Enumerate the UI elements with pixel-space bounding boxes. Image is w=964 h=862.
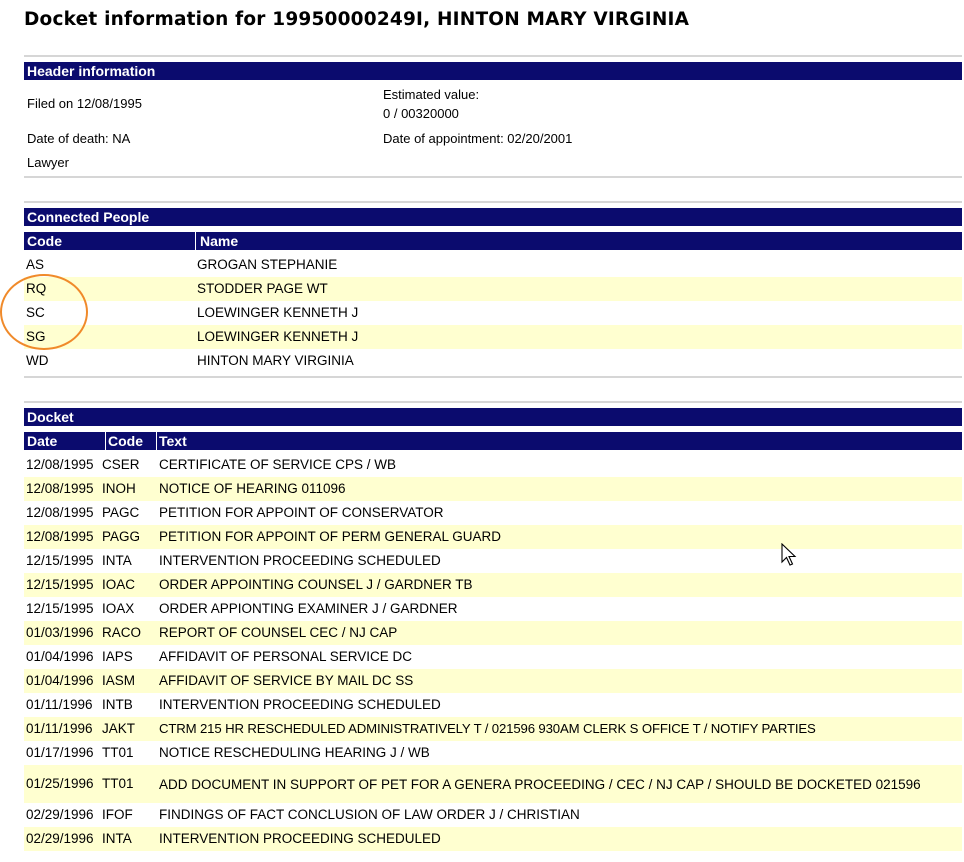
docket-date: 02/29/1996	[26, 807, 94, 822]
connected-people-column-header	[24, 232, 962, 250]
person-code: SC	[26, 305, 45, 320]
docket-text: INTERVENTION PROCEEDING SCHEDULED	[159, 697, 441, 712]
connected-people-heading: Connected People	[27, 209, 150, 225]
docket-date: 01/17/1996	[26, 745, 94, 760]
docket-text: NOTICE OF HEARING 011096	[159, 477, 962, 501]
docket-text: FINDINGS OF FACT CONCLUSION OF LAW ORDER J / CHRISTIAN	[159, 807, 580, 822]
column-separator	[156, 432, 157, 450]
table-row	[24, 477, 962, 501]
docket-code: INTB	[102, 697, 133, 712]
docket-code: IASM	[102, 669, 159, 693]
docket-code: JAKT	[102, 717, 159, 741]
docket-date: 01/11/1996	[26, 697, 93, 712]
table-row	[24, 549, 962, 573]
column-header-code: Code	[27, 233, 62, 249]
person-name: GROGAN STEPHANIE	[197, 257, 338, 272]
connected-people-bar	[24, 208, 962, 226]
date-of-death: Date of death: NA	[27, 131, 131, 146]
docket-text: PETITION FOR APPOINT OF PERM GENERAL GUARD	[159, 525, 962, 549]
header-info-heading: Header information	[27, 63, 156, 79]
table-row	[24, 253, 962, 277]
docket-bar	[24, 408, 962, 426]
docket-code: IOAX	[102, 601, 135, 616]
docket-column-header	[24, 432, 962, 450]
docket-date: 12/08/1995	[24, 525, 102, 549]
docket-text: ORDER APPOINTING COUNSEL J / GARDNER TB	[159, 573, 962, 597]
docket-text: PETITION FOR APPOINT OF CONSERVATOR	[159, 505, 444, 520]
section-divider	[24, 176, 962, 178]
docket-date: 02/29/1996	[24, 827, 102, 851]
table-row	[24, 501, 962, 525]
docket-text: REPORT OF COUNSEL CEC / NJ CAP	[159, 621, 962, 645]
docket-table	[24, 453, 962, 851]
person-name: LOEWINGER KENNETH J	[197, 325, 962, 349]
docket-date: 01/04/1996	[24, 669, 102, 693]
docket-code: IFOF	[102, 807, 133, 822]
table-row	[24, 325, 962, 349]
table-row	[24, 827, 962, 851]
docket-code: INTA	[102, 553, 132, 568]
connected-people-table	[24, 253, 962, 373]
person-code: RQ	[24, 277, 197, 301]
table-row	[24, 621, 962, 645]
docket-code: TT01	[102, 745, 134, 760]
table-row	[24, 645, 962, 669]
docket-code: PAGC	[102, 505, 140, 520]
section-divider	[24, 376, 962, 378]
estimated-value: 0 / 00320000	[383, 106, 459, 121]
section-divider	[24, 401, 962, 403]
person-name: LOEWINGER KENNETH J	[197, 305, 359, 320]
docket-text: AFFIDAVIT OF PERSONAL SERVICE DC	[159, 649, 413, 664]
date-of-appointment: Date of appointment: 02/20/2001	[383, 131, 573, 146]
docket-code: CSER	[102, 457, 140, 472]
docket-date: 01/04/1996	[26, 649, 94, 664]
docket-text: CERTIFICATE OF SERVICE CPS / WB	[159, 457, 397, 472]
table-row	[24, 277, 962, 301]
docket-text: INTERVENTION PROCEEDING SCHEDULED	[159, 827, 962, 851]
column-header-text: Text	[159, 433, 187, 449]
column-header-code: Code	[108, 433, 143, 449]
column-separator	[105, 432, 106, 450]
docket-date: 12/08/1995	[24, 477, 102, 501]
table-row	[24, 453, 962, 477]
page-title: Docket information for 19950000249I, HINTON MARY VIRGINIA	[24, 9, 690, 30]
column-separator	[195, 232, 196, 250]
docket-date: 01/03/1996	[24, 621, 102, 645]
table-row	[24, 573, 962, 597]
docket-date: 12/15/1995	[26, 601, 94, 616]
docket-text: ORDER APPIONTING EXAMINER J / GARDNER	[159, 601, 458, 616]
mouse-pointer-icon	[781, 543, 797, 569]
table-row	[24, 525, 962, 549]
header-info-bar	[24, 62, 962, 80]
docket-code: PAGG	[102, 525, 159, 549]
person-code: AS	[26, 257, 45, 272]
docket-text: AFFIDAVIT OF SERVICE BY MAIL DC SS	[159, 669, 962, 693]
table-row	[24, 765, 962, 803]
docket-code: IOAC	[102, 573, 159, 597]
lawyer-label: Lawyer	[27, 155, 69, 170]
docket-code: INOH	[102, 477, 159, 501]
docket-date: 01/25/1996	[24, 765, 102, 803]
docket-text: INTERVENTION PROCEEDING SCHEDULED	[159, 553, 441, 568]
docket-date: 12/15/1995	[24, 573, 102, 597]
estimated-value-label: Estimated value:	[383, 87, 480, 102]
table-row	[24, 803, 962, 827]
docket-date: 12/08/1995	[26, 457, 94, 472]
table-row	[24, 741, 962, 765]
docket-code: TT01	[102, 765, 159, 803]
docket-code: RACO	[102, 621, 159, 645]
docket-text: CTRM 215 HR RESCHEDULED ADMINISTRATIVELY T / 021596 930AM CLERK S OFFICE T / NOTIFY PARTIES	[159, 717, 962, 741]
highlight-circle-annotation	[0, 274, 88, 350]
section-divider	[24, 201, 962, 203]
docket-text: ADD DOCUMENT IN SUPPORT OF PET FOR A GENERA PROCEEDING / CEC / NJ CAP / SHOULD BE DOCKETED 021596	[159, 765, 962, 803]
section-divider	[24, 55, 962, 57]
table-row	[24, 301, 962, 325]
docket-date: 12/08/1995	[26, 505, 94, 520]
docket-heading: Docket	[27, 409, 74, 425]
docket-code: IAPS	[102, 649, 133, 664]
table-row	[24, 597, 962, 621]
docket-date: 12/15/1995	[26, 553, 94, 568]
table-row	[24, 349, 962, 373]
table-row	[24, 693, 962, 717]
person-name: HINTON MARY VIRGINIA	[197, 353, 354, 368]
filed-date: Filed on 12/08/1995	[27, 96, 142, 111]
docket-code: INTA	[102, 827, 159, 851]
table-row	[24, 717, 962, 741]
person-code: WD	[26, 353, 49, 368]
column-header-name: Name	[200, 233, 239, 249]
person-name: STODDER PAGE WT	[197, 277, 962, 301]
docket-date: 01/11/1996	[24, 717, 102, 741]
person-code: SG	[24, 325, 197, 349]
column-header-date: Date	[27, 433, 58, 449]
docket-text: NOTICE RESCHEDULING HEARING J / WB	[159, 745, 430, 760]
table-row	[24, 669, 962, 693]
